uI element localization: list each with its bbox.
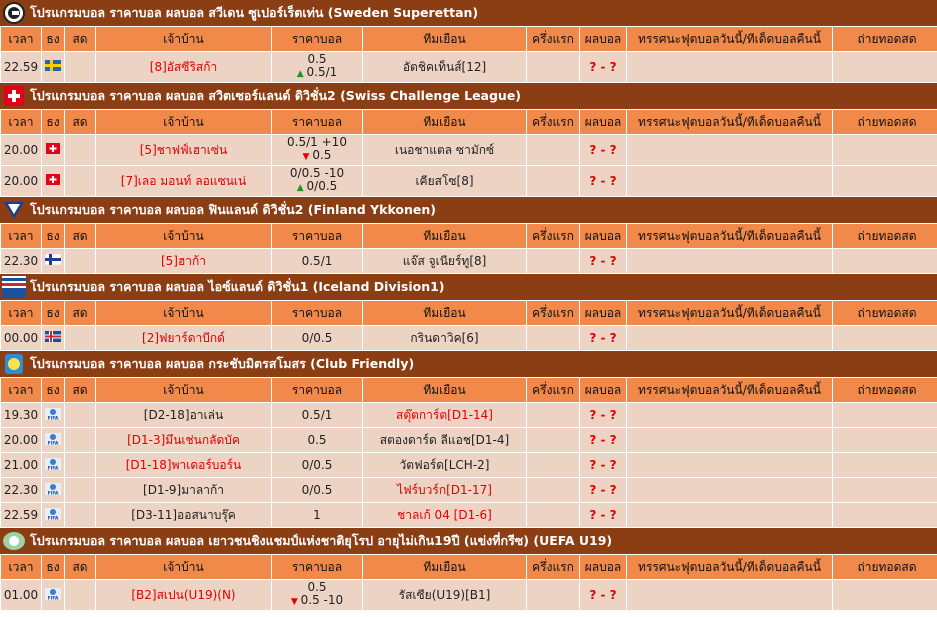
- iceland-flag-icon: [45, 331, 61, 345]
- broadcast-cell: [833, 249, 937, 273]
- league-header: [0, 197, 937, 223]
- away-team-link[interactable]: ไฟร์บวร์ก[D1-17]: [363, 478, 526, 502]
- swiss-league-logo-icon: [2, 84, 26, 108]
- svg-text:FIFA: FIFA: [47, 441, 59, 445]
- odds-line-2: [272, 180, 362, 195]
- column-header-flag: ธง: [42, 110, 64, 134]
- column-header-home: เจ้าบ้าน: [96, 27, 271, 51]
- result-score: ? - ?: [580, 326, 626, 350]
- home-team-link[interactable]: [D1-3]มึนเช่นกลัดบัค: [96, 428, 271, 452]
- column-header-preview: ทรรศนะฟุตบอลวันนี้/ทีเด็ดบอลคืนนี้: [627, 27, 832, 51]
- match-row: [1, 428, 937, 452]
- live-cell: [65, 166, 95, 196]
- league-title[interactable]: โปรแกรมบอล ราคาบอล ผลบอล สวีเดน ซูเปอร์เร็ตเท่น (Sweden Superettan): [30, 5, 479, 20]
- match-time: 21.00: [1, 453, 41, 477]
- column-header-away: ทีมเยือน: [363, 110, 526, 134]
- column-header-time: เวลา: [1, 555, 41, 579]
- result-score: ? - ?: [580, 580, 626, 610]
- column-header-odds: ราคาบอล: [272, 301, 362, 325]
- match-row: [1, 453, 937, 477]
- column-header-row: [1, 110, 937, 134]
- ksi-logo-icon: [2, 275, 26, 299]
- live-cell: [65, 503, 95, 527]
- odds-cell: [272, 249, 362, 273]
- half-time-score: [527, 453, 579, 477]
- match-table: [0, 377, 937, 528]
- away-team-link[interactable]: ชาลเก้ 04 [D1-6]: [363, 503, 526, 527]
- svg-text:FIFA: FIFA: [47, 416, 59, 420]
- finland-flag-icon: [45, 254, 61, 268]
- club-friendly-logo-icon: [2, 352, 26, 376]
- away-team-link[interactable]: แจ๊ส จูเนียร์ทู[8]: [363, 249, 526, 273]
- svg-text:FIFA: FIFA: [47, 596, 59, 600]
- match-flag: [42, 428, 64, 452]
- column-header-home: เจ้าบ้าน: [96, 110, 271, 134]
- odds-line-1: 0/0.5: [301, 482, 333, 497]
- odds-line-2-value: 0.5/1: [306, 65, 338, 79]
- column-header-away: ทีมเยือน: [363, 224, 526, 248]
- column-header-flag: ธง: [42, 378, 64, 402]
- match-flag: [42, 326, 64, 350]
- away-team-link[interactable]: สตองดาร์ด ลีแอช[D1-4]: [363, 428, 526, 452]
- league-title[interactable]: โปรแกรมบอล ราคาบอล ผลบอล กระชับมิตรสโมสร (Club Friendly): [30, 356, 415, 371]
- odds-line-1: 0/0.5: [301, 330, 333, 345]
- fifa-icon: [45, 433, 61, 448]
- preview-cell: [627, 135, 832, 165]
- live-cell: [65, 52, 95, 82]
- column-header-time: เวลา: [1, 110, 41, 134]
- broadcast-cell: [833, 503, 937, 527]
- column-header-live: สด: [65, 110, 95, 134]
- column-header-broadcast: ถ่ายทอดสด: [833, 27, 937, 51]
- preview-cell: [627, 453, 832, 477]
- odds-line-1: 0.5/1 +10: [287, 135, 347, 149]
- match-flag: [42, 580, 64, 610]
- odds-line-1: 0/0.5: [301, 457, 333, 472]
- column-header-home: เจ้าบ้าน: [96, 555, 271, 579]
- match-row: [1, 326, 937, 350]
- away-team-link[interactable]: กรินดาวิค[6]: [363, 326, 526, 350]
- column-header-live: สด: [65, 378, 95, 402]
- match-time: 19.30: [1, 403, 41, 427]
- result-score: ? - ?: [580, 135, 626, 165]
- live-cell: [65, 580, 95, 610]
- odds-cell: [272, 135, 362, 165]
- arrow-up-icon: ▲: [296, 69, 307, 79]
- match-time: 20.00: [1, 135, 41, 165]
- arrow-up-icon: ▲: [296, 183, 307, 193]
- odds-line-1: 0.5/1: [301, 407, 333, 422]
- column-header-broadcast: ถ่ายทอดสด: [833, 224, 937, 248]
- column-header-result: ผลบอล: [580, 555, 626, 579]
- home-team-link[interactable]: [D1-18]พาเดอร์บอร์น: [96, 453, 271, 477]
- column-header-result: ผลบอล: [580, 301, 626, 325]
- half-time-score: [527, 503, 579, 527]
- home-team-link[interactable]: [D1-9]มาลาก้า: [96, 478, 271, 502]
- odds-cell: [272, 453, 362, 477]
- column-header-row: [1, 27, 937, 51]
- match-row: [1, 503, 937, 527]
- match-row: [1, 478, 937, 502]
- uefa-u19-logo-icon: [2, 529, 26, 553]
- odds-line-1: 0.5: [307, 580, 327, 594]
- match-table: [0, 109, 937, 197]
- fifa-icon: [45, 458, 61, 473]
- odds-cell: [272, 428, 362, 452]
- column-header-row: [1, 555, 937, 579]
- league-header: [0, 351, 937, 377]
- match-flag: [42, 166, 64, 196]
- odds-line-2-value: 0.5: [312, 148, 332, 162]
- svg-text:FIFA: FIFA: [47, 491, 59, 495]
- column-header-live: สด: [65, 301, 95, 325]
- arrow-down-icon: ▼: [290, 597, 301, 607]
- half-time-score: [527, 428, 579, 452]
- home-team-link[interactable]: [5]ฮาก้า: [96, 249, 271, 273]
- column-header-half: ครึ่งแรก: [527, 301, 579, 325]
- finland-league-logo-icon: [2, 198, 26, 222]
- league-title[interactable]: โปรแกรมบอล ราคาบอล ผลบอล เยาวชนชิงแชมป์แห่งชาติยุโรป อายุไม่เกิน19ปี (แข่งที่กรีซ) (UEFA U19): [30, 533, 613, 548]
- sweden-flag-icon: [45, 60, 61, 74]
- column-header-live: สด: [65, 27, 95, 51]
- league-header: [0, 274, 937, 300]
- half-time-score: [527, 403, 579, 427]
- match-time: 20.00: [1, 428, 41, 452]
- column-header-time: เวลา: [1, 378, 41, 402]
- away-team-link[interactable]: วัตฟอร์ด[LCH-2]: [363, 453, 526, 477]
- column-header-flag: ธง: [42, 301, 64, 325]
- live-cell: [65, 135, 95, 165]
- broadcast-cell: [833, 52, 937, 82]
- switzerland-flag-icon: [46, 174, 60, 188]
- arrow-down-icon: ▼: [302, 152, 313, 162]
- column-header-preview: ทรรศนะฟุตบอลวันนี้/ทีเด็ดบอลคืนนี้: [627, 378, 832, 402]
- live-cell: [65, 453, 95, 477]
- preview-cell: [627, 503, 832, 527]
- odds-line-1: 0.5: [307, 432, 327, 447]
- odds-line-1: 1: [313, 507, 321, 522]
- half-time-score: [527, 580, 579, 610]
- match-table: [0, 554, 937, 611]
- column-header-broadcast: ถ่ายทอดสด: [833, 110, 937, 134]
- match-time: 22.30: [1, 249, 41, 273]
- broadcast-cell: [833, 453, 937, 477]
- home-team-link[interactable]: [B2]สเปน(U19)(N): [96, 580, 271, 610]
- preview-cell: [627, 580, 832, 610]
- odds-line-2: [272, 149, 362, 164]
- column-header-row: [1, 378, 937, 402]
- home-team-link[interactable]: [7]เลอ มอนท์ ลอแซนเน่: [96, 166, 271, 196]
- odds-line-1: 0/0.5 -10: [289, 166, 345, 180]
- match-flag: [42, 503, 64, 527]
- match-time: 20.00: [1, 166, 41, 196]
- fifa-icon: [45, 588, 61, 603]
- match-time: 01.00: [1, 580, 41, 610]
- column-header-flag: ธง: [42, 555, 64, 579]
- result-score: ? - ?: [580, 453, 626, 477]
- match-row: [1, 52, 937, 82]
- league-header: [0, 83, 937, 109]
- home-team-link[interactable]: [D3-11]ออสนาบรุ๊ค: [96, 503, 271, 527]
- half-time-score: [527, 135, 579, 165]
- column-header-away: ทีมเยือน: [363, 301, 526, 325]
- odds-cell: [272, 503, 362, 527]
- odds-cell: [272, 52, 362, 82]
- column-header-row: [1, 301, 937, 325]
- column-header-result: ผลบอล: [580, 224, 626, 248]
- away-team-link[interactable]: อัตชิคเท็นส์[12]: [363, 52, 526, 82]
- match-row: [1, 403, 937, 427]
- match-time: 22.30: [1, 478, 41, 502]
- column-header-odds: ราคาบอล: [272, 224, 362, 248]
- broadcast-cell: [833, 326, 937, 350]
- column-header-away: ทีมเยือน: [363, 378, 526, 402]
- match-row: [1, 166, 937, 196]
- column-header-odds: ราคาบอล: [272, 378, 362, 402]
- column-header-preview: ทรรศนะฟุตบอลวันนี้/ทีเด็ดบอลคืนนี้: [627, 224, 832, 248]
- broadcast-cell: [833, 166, 937, 196]
- column-header-home: เจ้าบ้าน: [96, 224, 271, 248]
- odds-cell: [272, 580, 362, 610]
- column-header-odds: ราคาบอล: [272, 27, 362, 51]
- column-header-half: ครึ่งแรก: [527, 224, 579, 248]
- live-cell: [65, 403, 95, 427]
- column-header-live: สด: [65, 555, 95, 579]
- result-score: ? - ?: [580, 52, 626, 82]
- preview-cell: [627, 478, 832, 502]
- match-table: [0, 223, 937, 274]
- column-header-odds: ราคาบอล: [272, 110, 362, 134]
- broadcast-cell: [833, 135, 937, 165]
- odds-line-1: 0.5/1: [301, 253, 333, 268]
- column-header-preview: ทรรศนะฟุตบอลวันนี้/ทีเด็ดบอลคืนนี้: [627, 110, 832, 134]
- match-flag: [42, 478, 64, 502]
- home-team-link[interactable]: [8]อัสซีริสก้า: [96, 52, 271, 82]
- preview-cell: [627, 403, 832, 427]
- broadcast-cell: [833, 580, 937, 610]
- match-flag: [42, 249, 64, 273]
- league-header: [0, 0, 937, 26]
- half-time-score: [527, 326, 579, 350]
- column-header-flag: ธง: [42, 27, 64, 51]
- match-time: 22.59: [1, 52, 41, 82]
- fifa-icon: [45, 408, 61, 423]
- column-header-broadcast: ถ่ายทอดสด: [833, 378, 937, 402]
- svg-text:FIFA: FIFA: [47, 466, 59, 470]
- column-header-broadcast: ถ่ายทอดสด: [833, 555, 937, 579]
- live-cell: [65, 249, 95, 273]
- column-header-result: ผลบอล: [580, 27, 626, 51]
- odds-cell: [272, 326, 362, 350]
- result-score: ? - ?: [580, 503, 626, 527]
- column-header-odds: ราคาบอล: [272, 555, 362, 579]
- away-team-link[interactable]: เนอชาแตล ซามักซ์: [363, 135, 526, 165]
- match-time: 22.59: [1, 503, 41, 527]
- match-time: 00.00: [1, 326, 41, 350]
- column-header-away: ทีมเยือน: [363, 555, 526, 579]
- preview-cell: [627, 52, 832, 82]
- column-header-half: ครึ่งแรก: [527, 378, 579, 402]
- half-time-score: [527, 52, 579, 82]
- league-title[interactable]: โปรแกรมบอล ราคาบอล ผลบอล สวิตเซอร์แลนด์ ดิวิชั่น2 (Swiss Challenge League): [30, 88, 522, 103]
- column-header-result: ผลบอล: [580, 378, 626, 402]
- home-team-link[interactable]: [2]ฟยาร์ดาบีกด์: [96, 326, 271, 350]
- odds-cell: [272, 403, 362, 427]
- match-flag: [42, 453, 64, 477]
- switzerland-flag-icon: [46, 143, 60, 157]
- fifa-icon: [45, 483, 61, 498]
- match-flag: [42, 52, 64, 82]
- home-team-link[interactable]: [5]ชาฟฟ์เฮาเซ่น: [96, 135, 271, 165]
- broadcast-cell: [833, 428, 937, 452]
- away-team-link[interactable]: รัสเซีย(U19)[B1]: [363, 580, 526, 610]
- column-header-half: ครึ่งแรก: [527, 555, 579, 579]
- result-score: ? - ?: [580, 403, 626, 427]
- match-row: [1, 135, 937, 165]
- fifa-icon: [45, 508, 61, 523]
- broadcast-cell: [833, 478, 937, 502]
- broadcast-cell: [833, 403, 937, 427]
- odds-cell: [272, 166, 362, 196]
- sweden-superettan-logo-icon: [2, 1, 26, 25]
- league-title[interactable]: โปรแกรมบอล ราคาบอล ผลบอล ไอซ์แลนด์ ดิวิชั่น1 (Iceland Division1): [30, 279, 445, 294]
- svg-text:FIFA: FIFA: [47, 516, 59, 520]
- preview-cell: [627, 428, 832, 452]
- preview-cell: [627, 326, 832, 350]
- live-cell: [65, 326, 95, 350]
- odds-line-1: 0.5: [307, 52, 327, 66]
- match-table: [0, 26, 937, 83]
- odds-line-2: [272, 594, 362, 609]
- column-header-half: ครึ่งแรก: [527, 110, 579, 134]
- column-header-time: เวลา: [1, 224, 41, 248]
- column-header-live: สด: [65, 224, 95, 248]
- column-header-half: ครึ่งแรก: [527, 27, 579, 51]
- result-score: ? - ?: [580, 428, 626, 452]
- away-team-link[interactable]: เคียสโซ[8]: [363, 166, 526, 196]
- result-score: ? - ?: [580, 166, 626, 196]
- odds-line-2-value: 0/0.5: [306, 179, 338, 193]
- odds-line-2-value: 0.5 -10: [300, 593, 344, 607]
- preview-cell: [627, 166, 832, 196]
- preview-cell: [627, 249, 832, 273]
- result-score: ? - ?: [580, 249, 626, 273]
- match-flag: [42, 135, 64, 165]
- column-header-broadcast: ถ่ายทอดสด: [833, 301, 937, 325]
- column-header-home: เจ้าบ้าน: [96, 301, 271, 325]
- match-flag: [42, 403, 64, 427]
- column-header-preview: ทรรศนะฟุตบอลวันนี้/ทีเด็ดบอลคืนนี้: [627, 301, 832, 325]
- match-row: [1, 580, 937, 610]
- half-time-score: [527, 478, 579, 502]
- league-title[interactable]: โปรแกรมบอล ราคาบอล ผลบอล ฟินแลนด์ ดิวิชั่น2 (Finland Ykkonen): [30, 202, 437, 217]
- odds-line-2: [272, 66, 362, 81]
- odds-cell: [272, 478, 362, 502]
- column-header-result: ผลบอล: [580, 110, 626, 134]
- live-cell: [65, 478, 95, 502]
- column-header-home: เจ้าบ้าน: [96, 378, 271, 402]
- column-header-flag: ธง: [42, 224, 64, 248]
- column-header-row: [1, 224, 937, 248]
- match-row: [1, 249, 937, 273]
- live-cell: [65, 428, 95, 452]
- match-table: [0, 300, 937, 351]
- column-header-away: ทีมเยือน: [363, 27, 526, 51]
- column-header-preview: ทรรศนะฟุตบอลวันนี้/ทีเด็ดบอลคืนนี้: [627, 555, 832, 579]
- half-time-score: [527, 166, 579, 196]
- column-header-time: เวลา: [1, 27, 41, 51]
- result-score: ? - ?: [580, 478, 626, 502]
- away-team-link[interactable]: สตุ๊ตการ์ต[D1-14]: [363, 403, 526, 427]
- half-time-score: [527, 249, 579, 273]
- column-header-time: เวลา: [1, 301, 41, 325]
- league-header: [0, 528, 937, 554]
- home-team-link[interactable]: [D2-18]อาเล่น: [96, 403, 271, 427]
